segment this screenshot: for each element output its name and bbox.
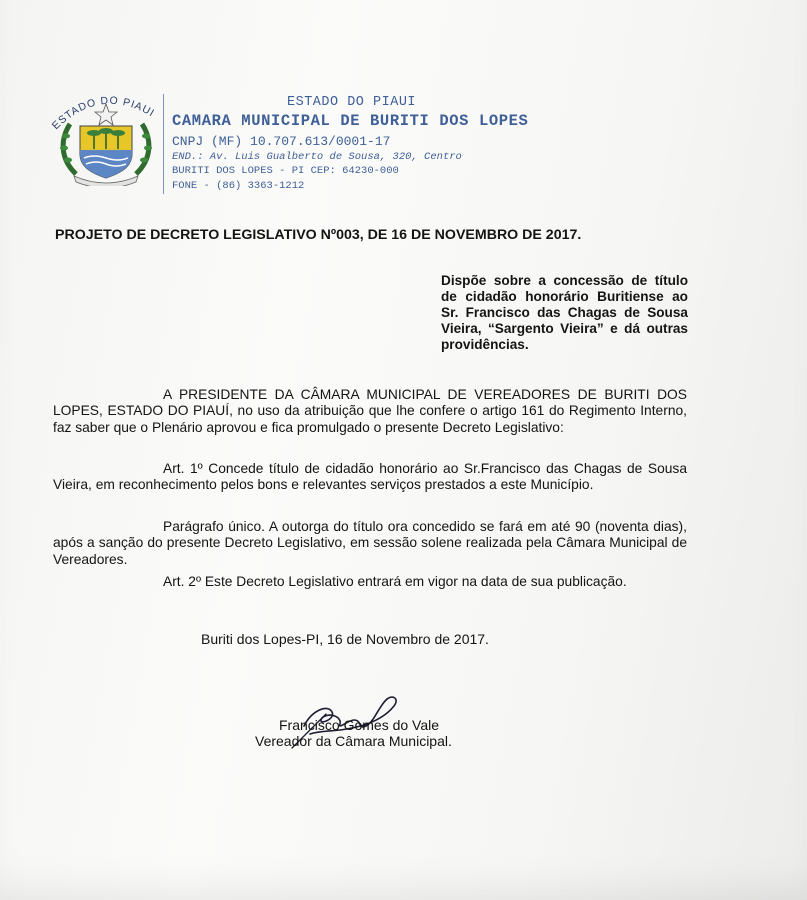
signer-role: Vereador da Câmara Municipal.: [255, 733, 452, 749]
letterhead-address: END.: Av. Luis Gualberto de Sousa, 320, Centro: [172, 151, 462, 163]
preamble-authority: A PRESIDENTE DA CÂMARA MUNICIPAL DE VEREADORES DE BURITI DOS LOPES, ESTADO DO PIAUÍ: [53, 387, 687, 419]
place-and-date: Buriti dos Lopes-PI, 16 de Novembro de 2017.: [201, 631, 489, 647]
article-2-text: Art. 2º Este Decreto Legislativo entrará em vigor na data de sua publicação.: [163, 574, 627, 589]
letterhead-city-cep: BURITI DOS LOPES - PI CEP: 64230-000: [172, 165, 399, 177]
article-1-text: Art. 1º Concede título de cidadão honorário ao Sr.Francisco das Chagas de Sousa Vieira, em reconhecimento pelos bons e relevantes serviços prestados a este Município.: [53, 461, 687, 493]
preamble-rest: , no uso da atribuição que lhe confere o artigo 161 do Regimento Interno, faz saber que o Plenário aprovou e fica promulgado o presente Decreto Legislativo:: [53, 403, 688, 435]
article-1-paragraph: [53, 461, 687, 494]
letterhead-cnpj: CNPJ (MF) 10.707.613/0001-17: [172, 134, 391, 149]
signer-name: Francisco Gomes do Vale: [279, 717, 440, 733]
letterhead-organization: CAMARA MUNICIPAL DE BURITI DOS LOPES: [172, 112, 529, 130]
seal-arc-label: ESTADO DO PIAUI: [49, 94, 157, 133]
article-2-paragraph: [53, 574, 687, 590]
letterhead-phone: FONE - (86) 3363-1212: [172, 180, 305, 192]
state-coat-of-arms-icon: [56, 104, 156, 186]
document-ementa: Dispõe sobre a concessão de título de cidadão honorário Buritiense ao Sr. Francisco das Chagas de Sousa Vieira, “Sargento Vieira” e dá outras providências.: [441, 273, 688, 352]
document-title: PROJETO DE DECRETO LEGISLATIVO Nº003, DE 16 DE NOVEMBRO DE 2017.: [55, 227, 582, 243]
single-paragraph: [53, 519, 687, 568]
letterhead-divider: [163, 94, 164, 194]
letterhead-state: ESTADO DO PIAUI: [287, 95, 417, 110]
preamble-paragraph: [53, 387, 687, 436]
single-paragraph-text: Parágrafo único. A outorga do título ora concedido se fará em até 90 (noventa dias), após a sanção do presente Decreto Legislativo, em sessão solene realizada pela Câmara Municipal de Vereadores.: [53, 519, 687, 567]
